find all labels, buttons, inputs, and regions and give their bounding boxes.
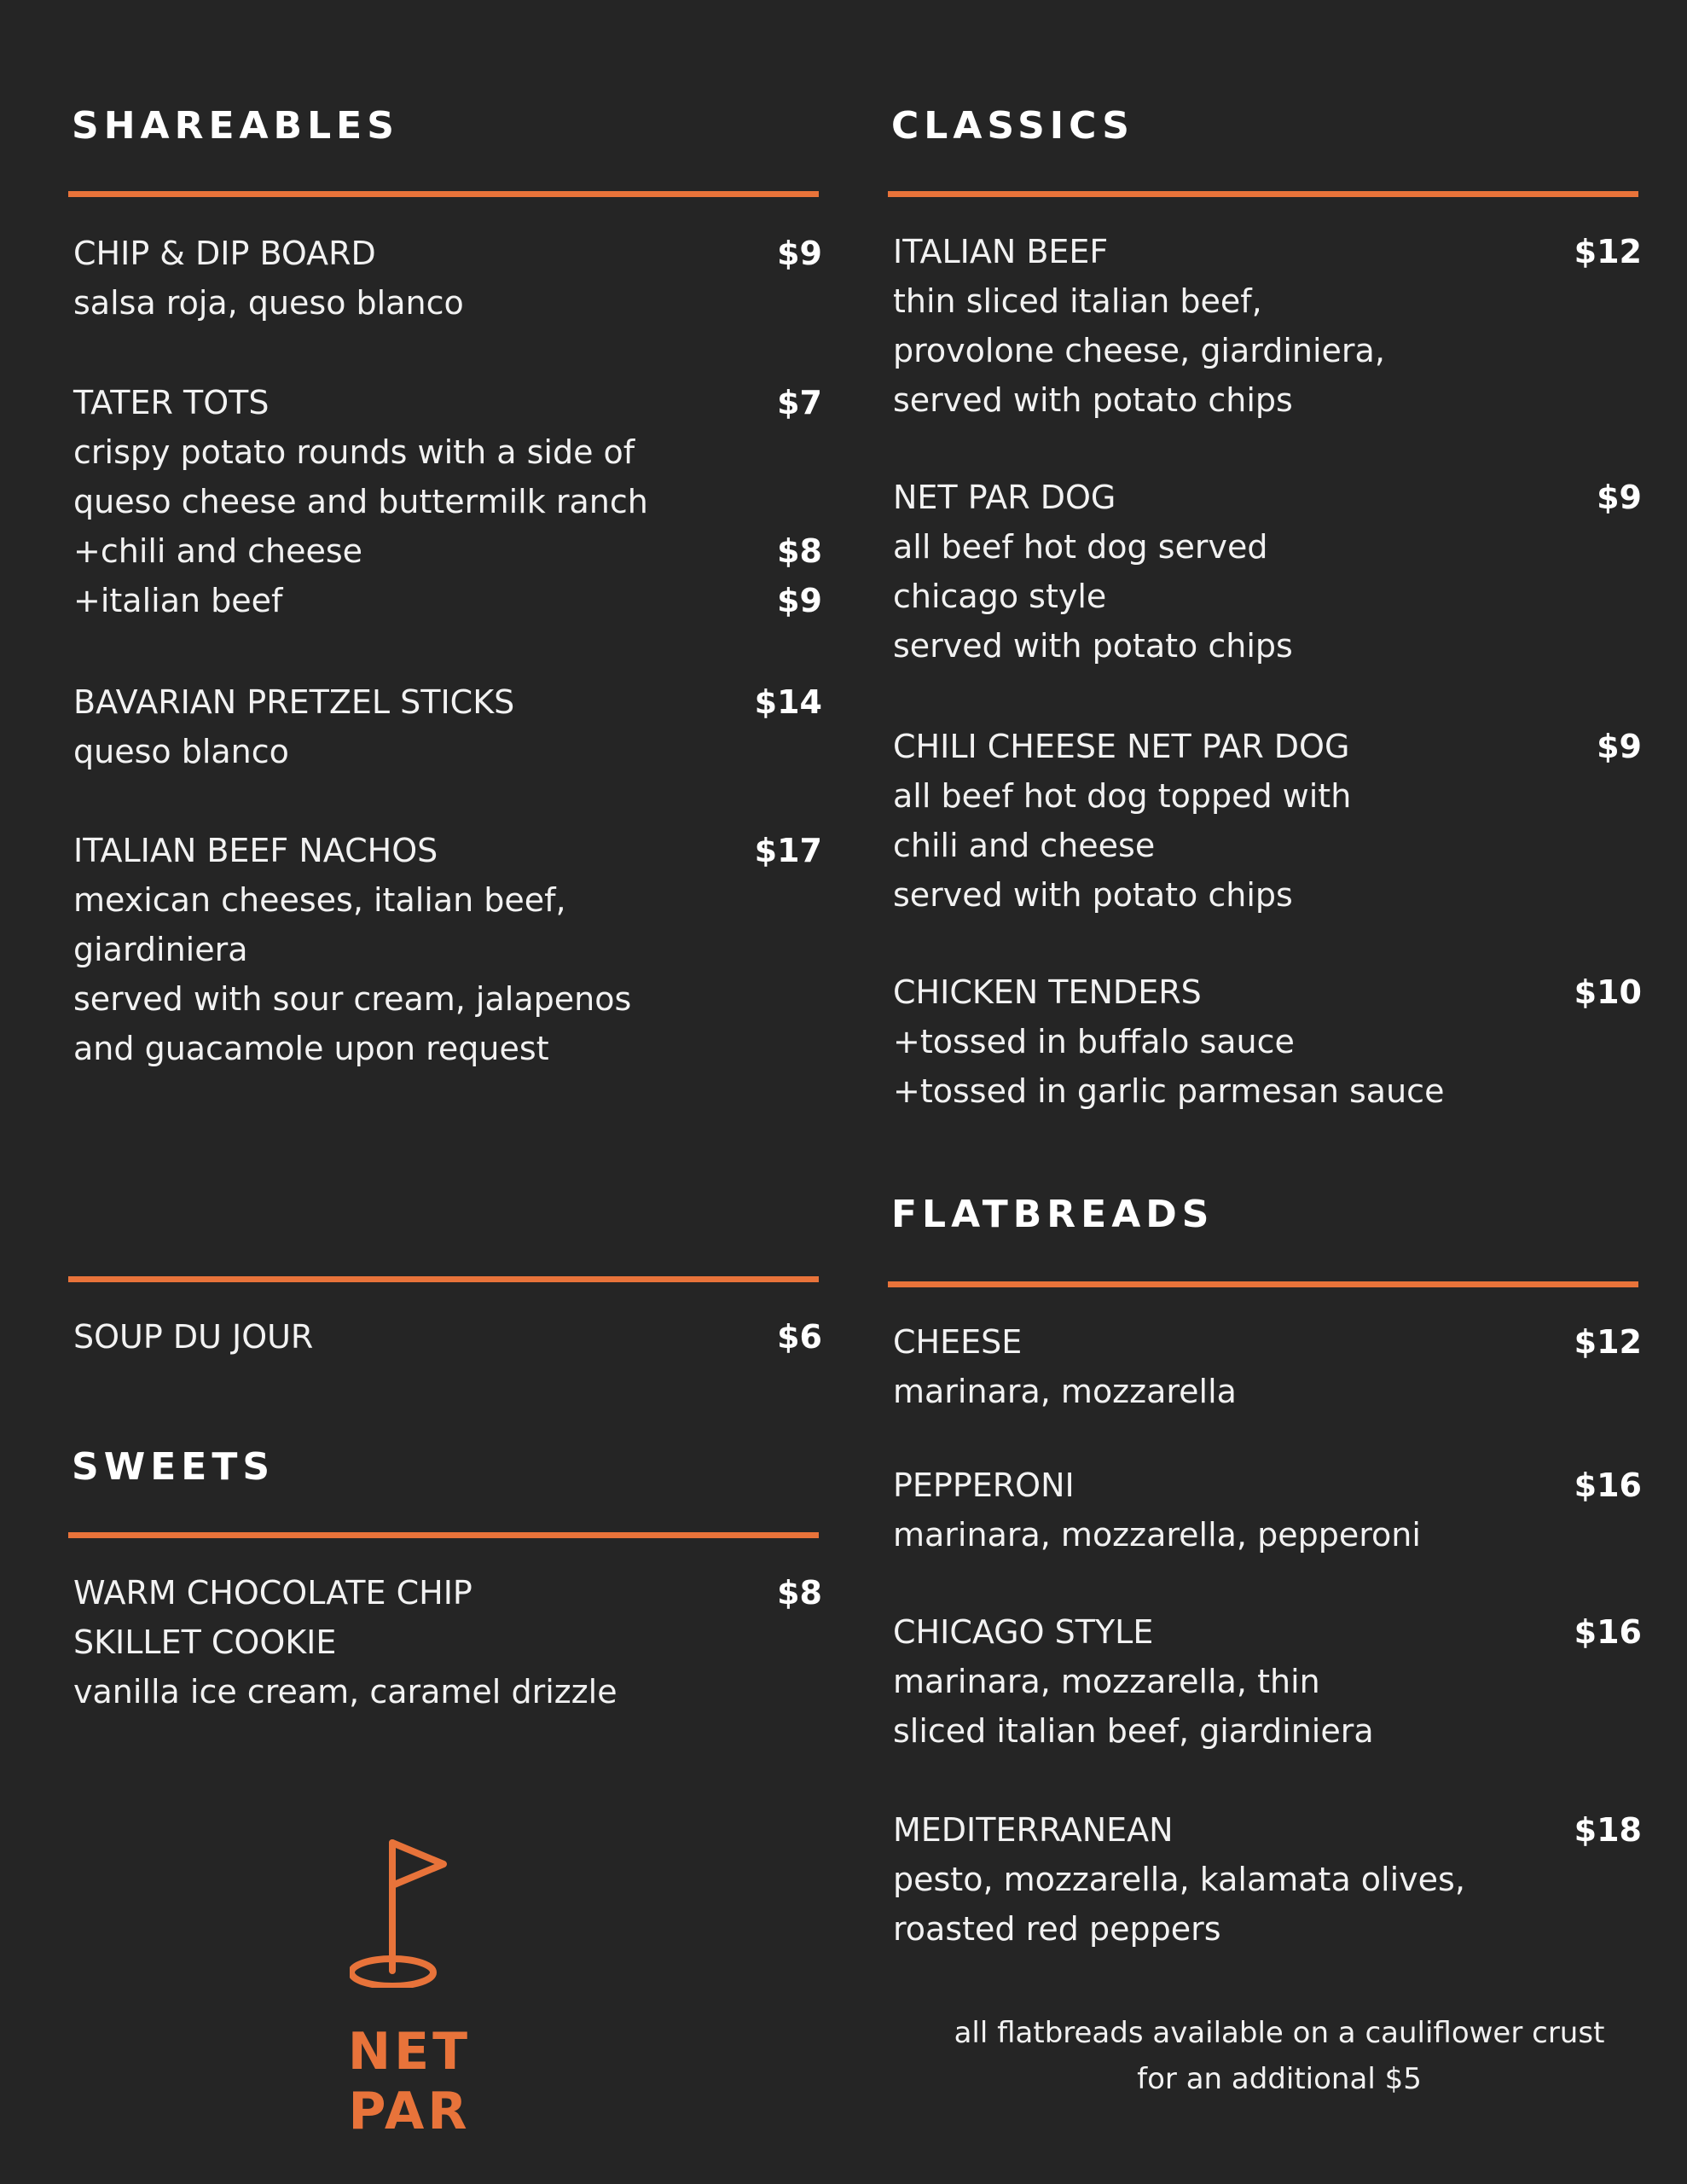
- menu-item-pretzel-sticks: [73, 677, 822, 776]
- item-price: $7: [777, 384, 822, 421]
- flatbread-note: [904, 2010, 1655, 2102]
- classics-divider: [888, 191, 1638, 197]
- item-description: queso blanco: [73, 733, 289, 770]
- item-price: $14: [754, 683, 822, 721]
- shareables-divider: [68, 191, 819, 197]
- item-description: all beef hot dog topped with chili and cheese: [893, 777, 1352, 864]
- item-price: $16: [1574, 1467, 1642, 1504]
- item-name: BAVARIAN PRETZEL STICKS: [73, 683, 515, 721]
- menu-item-chip-dip-board: [73, 229, 822, 328]
- menu-item-net-par-dog: [893, 473, 1642, 671]
- item-name: MEDITERRANEAN: [893, 1811, 1174, 1849]
- item-description: salsa roja, queso blanco: [73, 284, 464, 322]
- addon-chili-cheese: [73, 526, 822, 576]
- item-price: $12: [1574, 1323, 1642, 1361]
- item-description: marinara, mozzarella: [893, 1373, 1237, 1410]
- sweets-divider: [68, 1532, 819, 1538]
- item-description: +tossed in buffalo sauce: [893, 1023, 1295, 1060]
- flatbreads-title: FLATBREADS: [891, 1193, 1215, 1236]
- item-name: CHILI CHEESE NET PAR DOG: [893, 728, 1350, 765]
- shareables-title: SHAREABLES: [72, 104, 399, 148]
- item-description-2: served with potato chips: [893, 627, 1293, 665]
- item-name: SOUP DU JOUR: [73, 1318, 314, 1356]
- flatbreads-divider: [888, 1281, 1638, 1287]
- menu-item-chicago-style-flatbread: [893, 1607, 1642, 1756]
- item-description: mexican cheeses, italian beef, giardiniera: [73, 881, 566, 968]
- flatbread-note-line2: for an additional $5: [1137, 2062, 1422, 2096]
- addon-italian-beef: [73, 576, 822, 625]
- item-price: $12: [1574, 233, 1642, 270]
- item-description: marinara, mozzarella, thin sliced italian beef, giardiniera: [893, 1663, 1374, 1750]
- item-price: $9: [1597, 479, 1642, 516]
- item-price: $9: [777, 235, 822, 272]
- addon-label: +chili and cheese: [73, 532, 363, 570]
- item-description: all beef hot dog served chicago style: [893, 528, 1268, 615]
- item-name: CHICAGO STYLE: [893, 1613, 1154, 1651]
- logo-text: NET PAR: [347, 2022, 472, 2141]
- menu-item-mediterranean-flatbread: [893, 1805, 1642, 1954]
- item-name: CHIP & DIP BOARD: [73, 235, 376, 272]
- item-description: pesto, mozzarella, kalamata olives, roasted red peppers: [893, 1861, 1465, 1948]
- item-name: CHEESE: [893, 1323, 1023, 1361]
- item-name: CHICKEN TENDERS: [893, 973, 1202, 1011]
- menu-item-italian-beef: [893, 227, 1642, 425]
- menu-item-soup: [73, 1312, 822, 1362]
- item-description-2: served with potato chips: [893, 876, 1293, 914]
- golf-flag-icon: [350, 1834, 469, 1988]
- item-description: vanilla ice cream, caramel drizzle: [73, 1673, 617, 1711]
- classics-title: CLASSICS: [891, 104, 1134, 148]
- item-name-line1: WARM CHOCOLATE CHIP: [73, 1574, 472, 1612]
- menu-item-tater-tots: [73, 378, 822, 625]
- item-description: thin sliced italian beef, provolone cheese, giardiniera, served with potato chips: [893, 282, 1385, 419]
- item-price: $16: [1574, 1613, 1642, 1651]
- item-price: $17: [754, 832, 822, 869]
- menu-item-skillet-cookie: [73, 1568, 822, 1716]
- menu-item-pepperoni-flatbread: [893, 1461, 1642, 1560]
- item-name: PEPPERONI: [893, 1467, 1075, 1504]
- item-description: marinara, mozzarella, pepperoni: [893, 1516, 1421, 1554]
- item-name-line2: SKILLET COOKIE: [73, 1623, 337, 1661]
- addon-label: +italian beef: [73, 582, 283, 619]
- item-price: $9: [1597, 728, 1642, 765]
- item-price: $10: [1574, 973, 1642, 1011]
- item-price: $18: [1574, 1811, 1642, 1849]
- addon-price: $9: [777, 582, 822, 619]
- soup-divider: [68, 1276, 819, 1282]
- menu-item-chicken-tenders: [893, 967, 1642, 1116]
- item-name: TATER TOTS: [73, 384, 270, 421]
- item-description-2: served with sour cream, jalapenos and guacamole upon request: [73, 980, 632, 1067]
- net-par-logo: [281, 1834, 537, 2141]
- sweets-title: SWEETS: [72, 1445, 275, 1489]
- item-name: ITALIAN BEEF: [893, 233, 1109, 270]
- menu-item-cheese-flatbread: [893, 1317, 1642, 1416]
- addon-price: $8: [777, 532, 822, 570]
- menu-item-chili-cheese-dog: [893, 722, 1642, 920]
- item-name: NET PAR DOG: [893, 479, 1116, 516]
- item-name: ITALIAN BEEF NACHOS: [73, 832, 438, 869]
- item-description-2: +tossed in garlic parmesan sauce: [893, 1072, 1445, 1110]
- item-price: $6: [777, 1318, 822, 1356]
- menu-item-italian-beef-nachos: [73, 826, 822, 1073]
- flatbread-note-line1: all flatbreads available on a cauliflower crust: [954, 2016, 1605, 2050]
- item-description: crispy potato rounds with a side of queso cheese and buttermilk ranch: [73, 433, 648, 520]
- item-price: $8: [777, 1574, 822, 1612]
